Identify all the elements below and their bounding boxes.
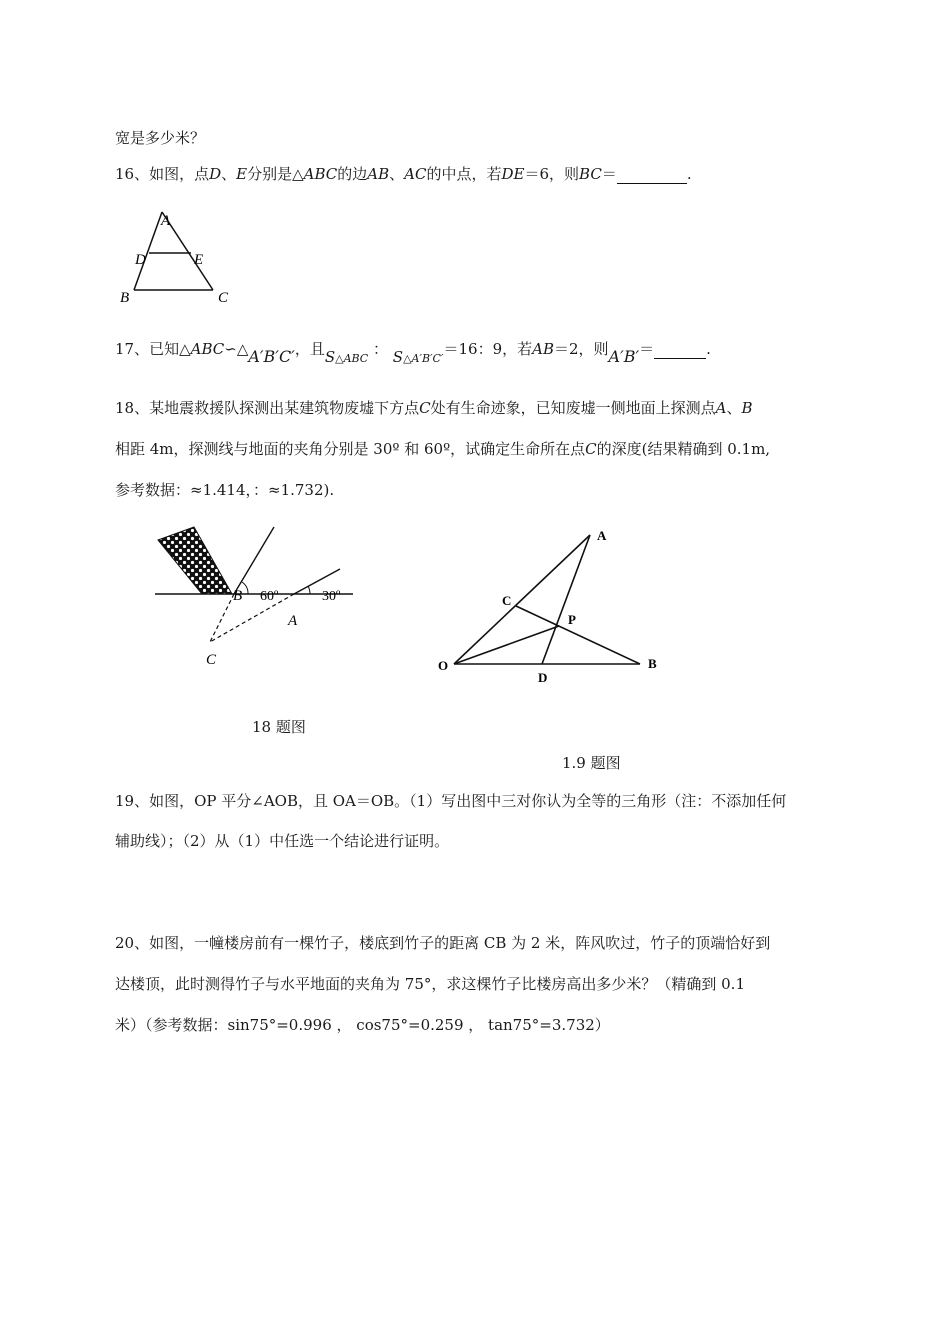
label-o: O (438, 658, 449, 673)
q16-text: 16、如图，点 (115, 165, 210, 183)
q17-text: ，且 (294, 340, 325, 358)
label-a: A (597, 528, 607, 543)
angle-60-label: 60º (260, 589, 279, 604)
answer-blank[interactable] (654, 340, 706, 359)
question-19-line-2: 辅助线）；（2）从（1）中任选一个结论进行证明。 (115, 832, 450, 850)
answer-blank[interactable] (617, 165, 687, 184)
q16-ac: AC (404, 165, 427, 183)
question-20-line-2: 达楼顶，此时测得竹子与水平地面的夹角为 75°，求这棵竹子比楼房高出多少米？（精确到 0.1 (115, 975, 745, 993)
q16-d: D (209, 165, 222, 183)
q18-c: C (419, 399, 431, 417)
q17-s2 (393, 348, 444, 366)
q18-text: 18、某地震救援队探测出某建筑物废墟下方点 (115, 399, 420, 417)
label-c: C (502, 593, 512, 608)
figure-19 (430, 520, 670, 690)
q17-text: ＝16：9，若 (443, 340, 533, 358)
question-17 (115, 338, 711, 366)
q16-text: ＝ (601, 165, 617, 183)
q17-colon: ： (373, 340, 389, 358)
label-a: A (288, 613, 298, 629)
q17-eq: ＝ (639, 340, 655, 358)
angle-30-label: 30º (322, 589, 341, 604)
s-subscript: △A′B′C′ (403, 352, 444, 365)
label-d: D (135, 252, 146, 268)
label-a: A (161, 213, 171, 229)
q17-ab: AB (532, 340, 554, 358)
rubble-block (158, 527, 232, 594)
label-b: B (648, 656, 657, 671)
label-e: E (194, 252, 204, 268)
q17-end: . (706, 340, 711, 358)
q16-ab: AB (367, 165, 390, 183)
s-symbol: S (392, 348, 404, 366)
s-symbol: S (324, 348, 336, 366)
q18-b: B (741, 399, 753, 417)
question-16 (115, 163, 692, 184)
label-b: B (120, 290, 130, 306)
label-d: D (538, 670, 548, 685)
figure-16-triangle (110, 205, 240, 310)
q17-text: ＝2，则 (553, 340, 609, 358)
label-c: C (218, 290, 229, 306)
q16-abc: ABC (303, 165, 338, 183)
q17-abc: ABC (190, 340, 225, 358)
q17-similar: ∽△ (224, 340, 249, 358)
q18-text: 处有生命迹象，已知废墟一侧地面上探测点 (430, 399, 716, 417)
figure-18-caption: 18 题图 (252, 718, 306, 736)
question-20-line-1: 20、如图，一幢楼房前有一棵竹子，楼底到竹子的距离 CB 为 2 米，阵风吹过，竹子的顶端恰好到 (115, 934, 771, 952)
q16-end: . (686, 165, 692, 183)
q16-text: 的中点，若 (426, 165, 502, 183)
figure-19-caption: 1.9 题图 (562, 754, 621, 772)
label-b: B (233, 588, 243, 604)
question-18-line-3: 参考数据：≈1.414，：≈1.732). (115, 481, 335, 499)
q16-text: ＝6，则 (524, 165, 580, 183)
s-subscript: △ABC (335, 352, 369, 365)
label-c: C (206, 652, 217, 668)
q16-e: E (236, 165, 248, 183)
q16-text: 的边 (337, 165, 368, 183)
label-p: P (568, 612, 576, 627)
q17-text: 17、已知△ (115, 340, 191, 358)
figure-18 (150, 520, 360, 670)
q18-text: 的深度(结果精确到 0.1m, (596, 440, 771, 458)
question-18-line-2 (115, 438, 770, 459)
q17-a1b1c1: A′B′C′ (248, 347, 295, 366)
q18-sep: 、 (726, 399, 742, 417)
q16-sep: 、 (221, 165, 237, 183)
q16-de: DE (501, 165, 525, 183)
q16-bc: BC (579, 165, 602, 183)
q17-s1 (325, 348, 368, 366)
question-18-line-1 (115, 397, 752, 418)
q16-sep: 、 (389, 165, 405, 183)
q18-c: C (585, 440, 597, 458)
q18-a: A (715, 399, 727, 417)
question-19-line-1: 19、如图，OP 平分∠AOB，且 OA＝OB。（1）写出图中三对你认为全等的三角形（注：不添加任何 (115, 792, 787, 810)
q15-tail: 宽是多少米？ (115, 129, 206, 147)
q18-text: 相距 4m，探测线与地面的夹角分别是 30º 和 60º，试确定生命所在点 (115, 440, 586, 458)
q16-text: 分别是△ (247, 165, 304, 183)
question-20-line-3: 米）（参考数据：sin75°=0.996 ， cos75°=0.259 ， tan75°=3.732） (115, 1016, 610, 1034)
q17-a1b1: A′B′ (608, 347, 640, 366)
